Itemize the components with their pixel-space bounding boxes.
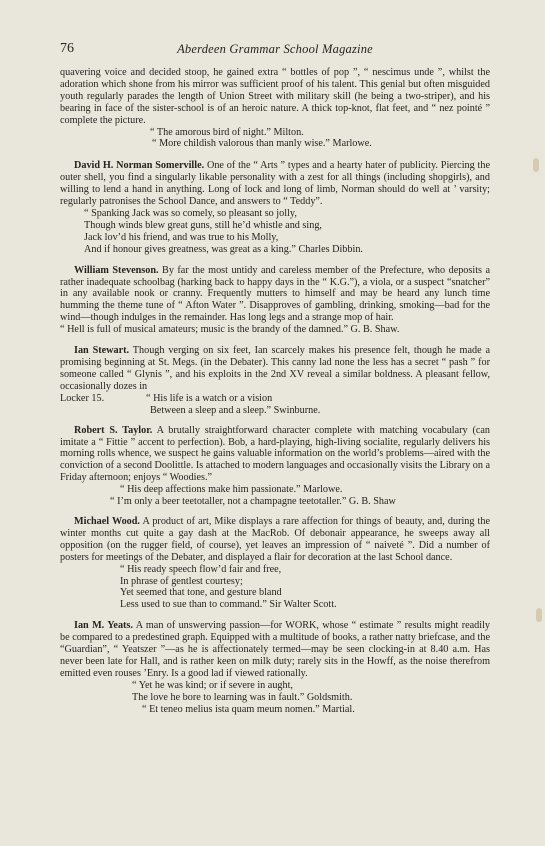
verse-line: In phrase of gentlest courtesy; — [120, 575, 243, 587]
intro-quote-1: “ The amorous bird of night.” Milton. — [150, 126, 304, 138]
verse-line: “ His ready speech flow’d fair and free, — [120, 563, 282, 575]
locker-verse-block — [60, 393, 490, 417]
entry-name: William Stevenson. — [74, 264, 159, 276]
entry-name: Robert S. Taylor. — [74, 424, 153, 436]
entry-text — [60, 265, 490, 325]
entry-quote-2: “ I’m only a beer teetotaller, not a champagne teetotaller.” G. B. Shaw — [110, 496, 396, 508]
entry-name: Ian M. Yeats. — [74, 620, 133, 632]
intro-entry — [60, 67, 490, 150]
verse-line: “ Yet he was kind; or if severe in aught, — [132, 679, 293, 691]
verse-line: Yet seemed that tone, and gesture bland — [120, 587, 282, 599]
paper-stain-right — [536, 608, 542, 622]
verse-line: And if honour gives greatness, was great as a king.” Charles Dibbin. — [84, 243, 363, 255]
entry-somerville — [60, 160, 490, 255]
running-title: Aberdeen Grammar School Magazine — [177, 42, 373, 56]
entry-stevenson — [60, 265, 490, 336]
entry-name: Ian Stewart. — [74, 345, 130, 357]
verse-line: Between a sleep and a sleep.” Swinburne. — [150, 404, 321, 416]
verse-line: Jack lov’d his friend, and was true to his Molly, — [84, 231, 279, 243]
entry-yeats — [60, 620, 490, 715]
verse-line: Though winds blew great guns, still he’d whistle and sing, — [84, 219, 322, 231]
entry-name: Michael Wood. — [74, 516, 140, 527]
verse-line: “ Et teneo melius ista quam meum nomen.” Martial. — [142, 703, 355, 715]
verse-line: “ His life is a watch or a vision — [146, 392, 273, 404]
entry-description: One of the “ Arts ” types and a hearty hater of publicity. Piercing the outer shell, you find a singularly likable personality with a zest for all things (including shopgirls), and willing to lend a hand in anything. Long of lock and long of limb, Norman should do well at ’ varsity; regularly patronises the School Dance, and answers to “ Teddy”. — [60, 160, 490, 208]
entry-description: By far the most untidy and careless member of the Prefecture, who deposits a rather inadequate schoolbag (harking back to happy days in the “ K.G.”), a viola, or a suspect “snatcher” in any available nook or cranny. Frequently mutters to himself and may be heard any lunch time humming the theme tune of “ Afton Water ”. Disapproves of gambling, drinking, smoking—bad for the wind—though indulges in the remainder. Has long legs and a strange mop of hair. — [60, 264, 491, 324]
entry-taylor — [60, 425, 490, 508]
entry-description: Though verging on six feet, Ian scarcely makes his presence felt, though he made a promising beginning at St. Megs. (in the Debater). This canny lad none the less has a secret “ pash ” for someone called “ Glynis ”, and his exploits in the 2nd XV reveal a similar boldness. A pleasant fellow, occasionally dozes in — [60, 345, 490, 392]
verse-line: The love he bore to learning was in fault.” Goldsmith. — [132, 691, 353, 703]
verse-line: Less used to sue than to command.” Sir Walter Scott. — [120, 599, 337, 611]
entry-text — [60, 345, 490, 393]
verse-line: “ Spanking Jack was so comely, so pleasant so jolly, — [84, 207, 297, 219]
entry-name: David H. Norman Somerville. — [74, 160, 205, 172]
verse-block — [146, 393, 320, 417]
entry-text — [60, 160, 490, 208]
page-number: 76 — [60, 41, 74, 56]
intro-text: quavering voice and decided stoop, he gained extra “ bottles of pop ”, “ nescimus unde ”, whilst the adoration which shone from his mirror was sufficient proof of his talent. This genial but often misguided youth regularly parades the length of Union Street with military skill (he being a two-striper), and his bearing in face of the sister-school is of an heroic nature. A thick top-knot, flat feet, and “ nez pointé ” complete the picture. — [60, 67, 490, 126]
page-body — [60, 67, 490, 716]
intro-quote-2: “ More childish valorous than manly wise.” Marlowe. — [152, 138, 372, 150]
entry-description: A man of unswerving passion—for WORK, whose “ estimate ” results might readily be compared to a predestined graph. Equipped with a multitude of books, a rather natty briefcase, and the “Guardian”, “ Yeatszer ”—as he is affectionately termed—may be seen clocking-in at 8.40 a.m. Has never been late for Hall, and is rather keen on milk duty; rarely sits in the Howff, as the noise therefrom emitted even rouses ’Enry. Is a good lad if viewed rationally. — [60, 620, 490, 679]
entry-quote-1: “ His deep affections make him passionate.” Marlowe. — [120, 484, 343, 496]
entry-stewart — [60, 345, 490, 417]
entry-description: A product of art, Mike displays a rare affection for things of beauty, and, during the winter months cut quite a gay dash at the MacRob. Of debonair appearance, he sweeps away all opposition (on the rugger field, of course), yet leaves an impression of “ naiveté ”. Did a number of posters for meetings of the Debater, and displayed a flair for decoration at the last School dance. — [60, 516, 490, 563]
page-header — [60, 41, 490, 59]
entry-wood — [60, 516, 490, 611]
entry-text — [60, 516, 490, 564]
entry-quote: “ Hell is full of musical amateurs; music is the brandy of the damned.” G. B. Shaw. — [60, 324, 400, 336]
locker-text: Locker 15. — [60, 392, 105, 404]
entry-description: A brutally straightforward character complete with matching vocabulary (can imitate a “ Fittie ” accent to perfection). Bob, a hard-playing, high-living socialite, regularly delivers his morning rolls whence, we suspect he gains valuable information on the world’s problems—aired with the conviction of a second Doolittle. Is attached to modern languages and occasionally visits the Library on a Friday afternoon; enjoys “ Woodies.” — [60, 424, 491, 484]
paper-stain-top — [533, 158, 539, 172]
entry-text — [60, 425, 490, 485]
entry-text — [60, 620, 490, 680]
